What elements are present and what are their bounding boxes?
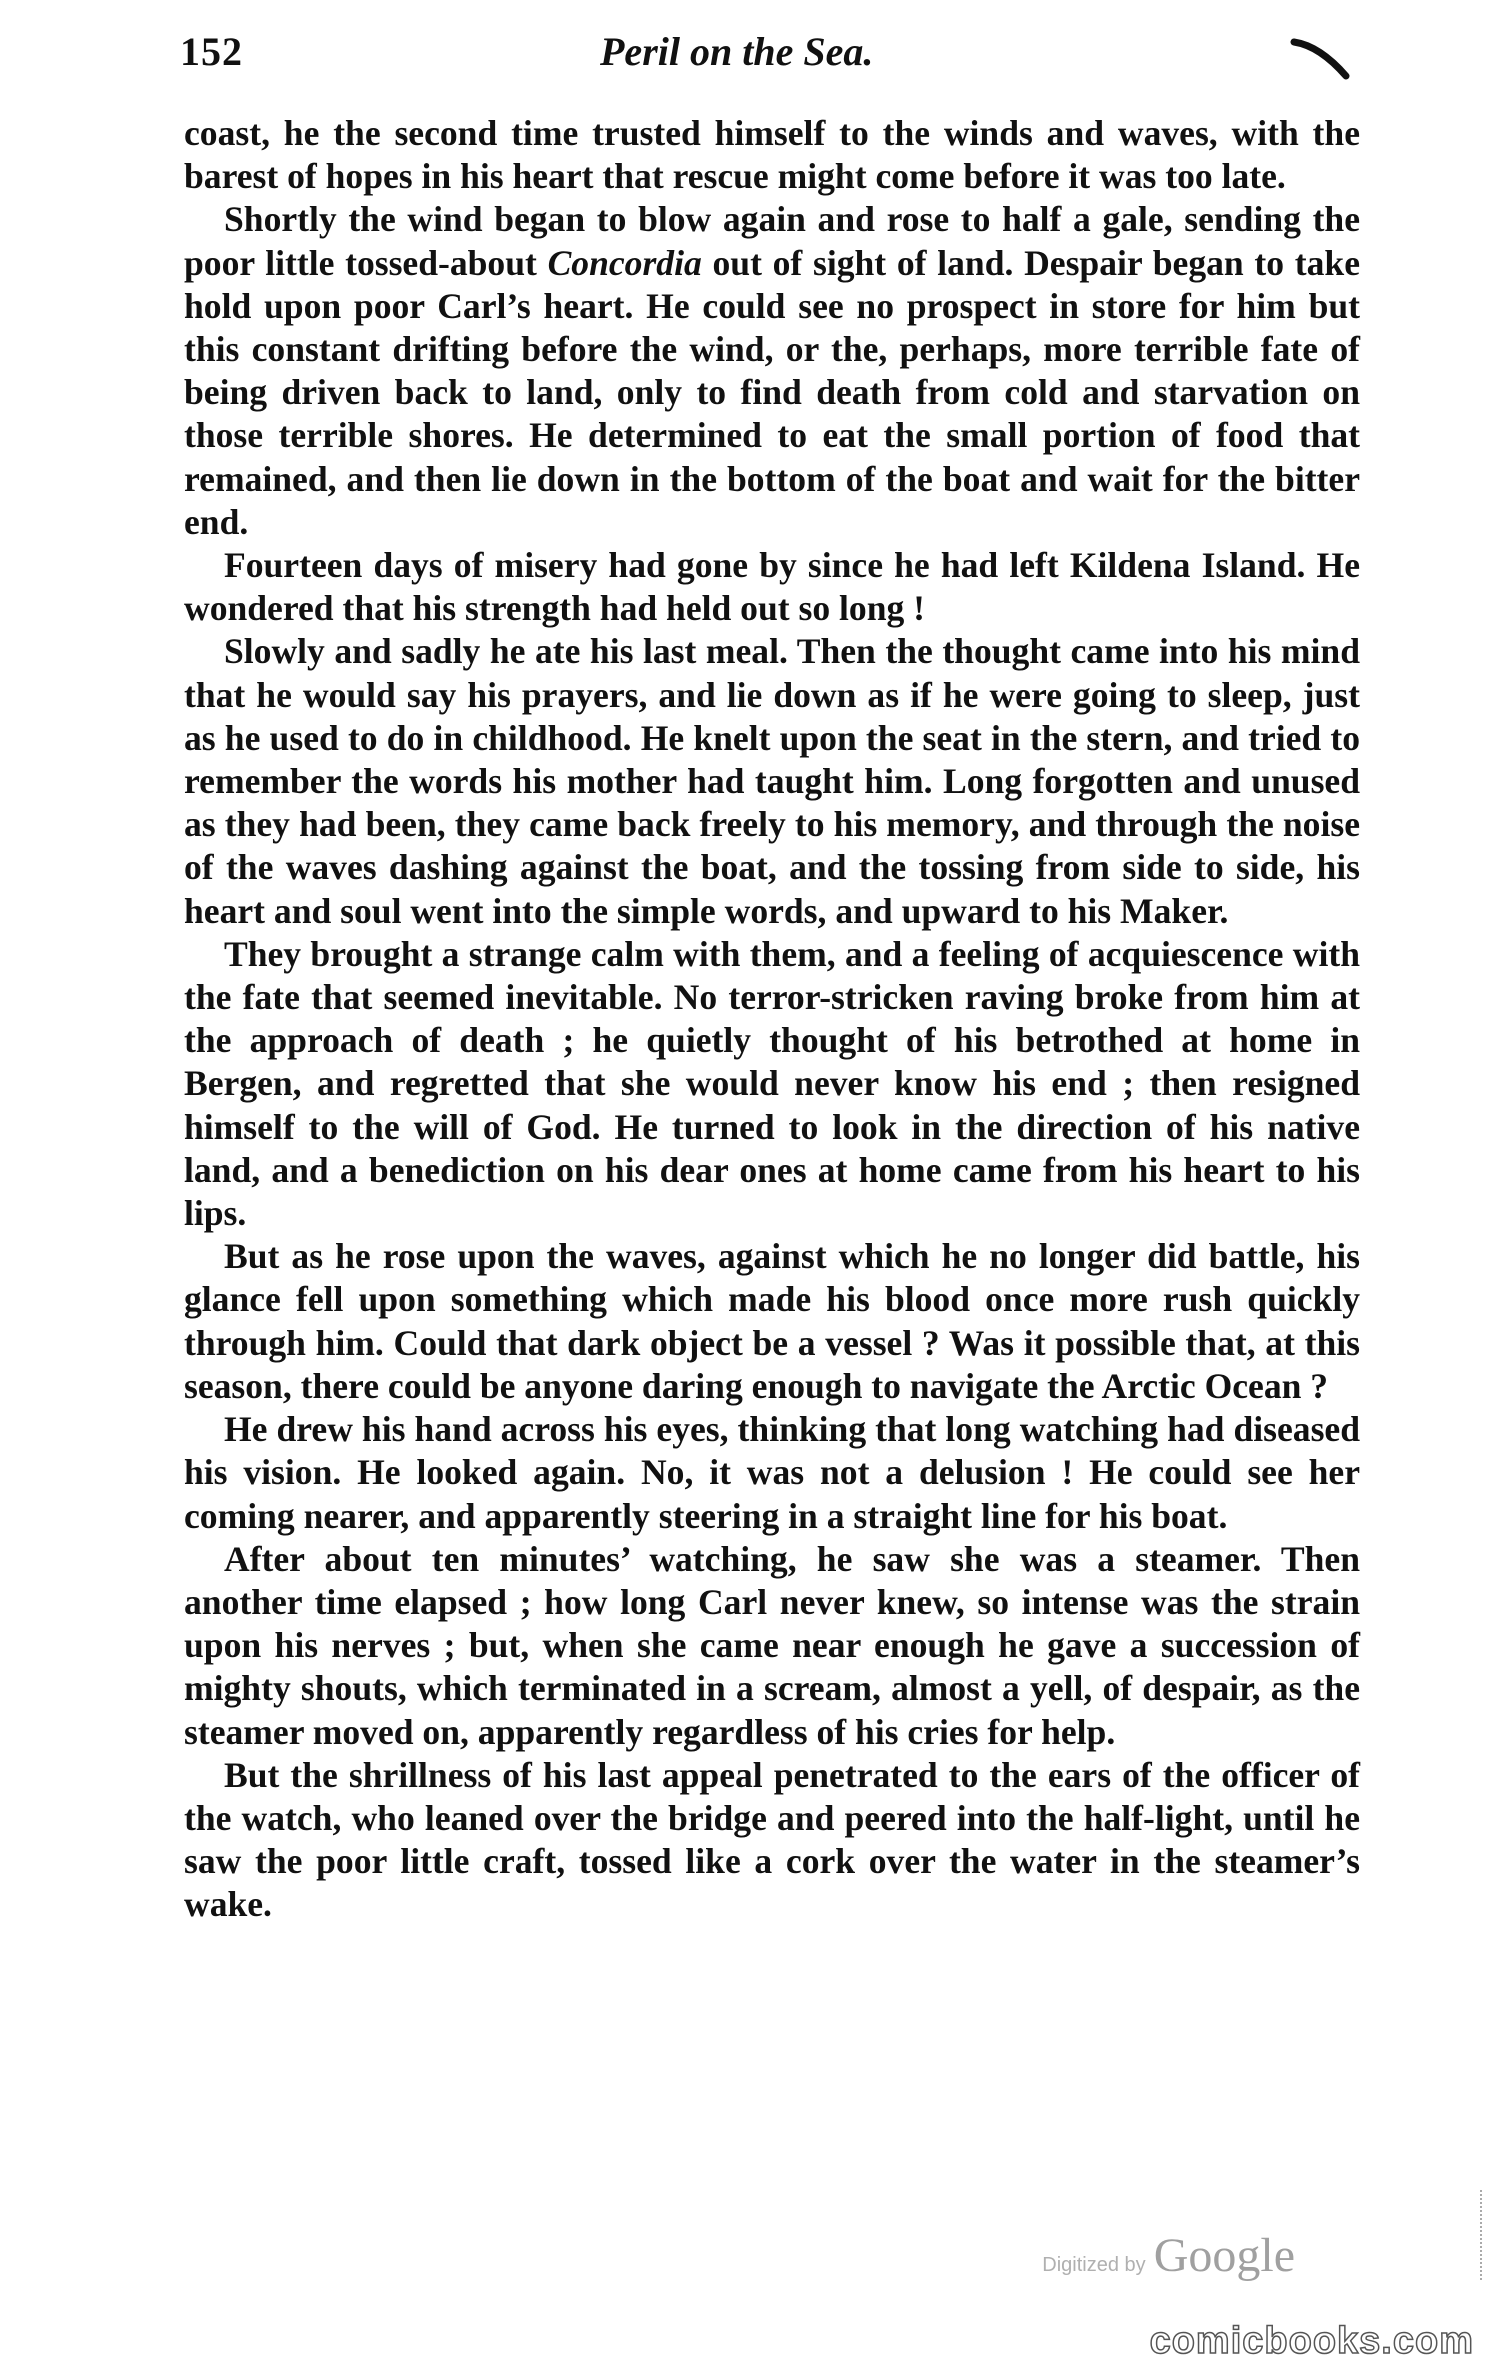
- running-head: [180, 28, 1360, 88]
- paragraph: coast, he the second time trusted himself to the winds and waves, with the barest of hopes in his heart that rescue might come before it was too late.: [184, 113, 1360, 197]
- paragraph: Fourteen days of misery had gone by since he had left Kildena Island. He wondered that his strength had held out so long !: [184, 545, 1360, 629]
- site-watermark[interactable]: comicbooks.com: [1149, 2320, 1474, 2362]
- google-logo: Google: [1153, 2229, 1295, 2282]
- page-corner-fold-icon: [1290, 36, 1350, 96]
- paragraph: But as he rose upon the waves, against which he no longer did battle, his glance fell upon something which made his blood once more rush quickly through him. Could that dark object be a vessel ? Was it possible that, at this season, there could be anyone daring enough to navigate the Arctic Ocean ?: [184, 1236, 1360, 1406]
- page-number: 152: [180, 29, 243, 74]
- digitized-by-google: [1042, 2228, 1295, 2288]
- digitized-by-label: Digitized by: [1042, 2254, 1146, 2276]
- paragraph: But the shrillness of his last appeal penetrated to the ears of the officer of the watch, who leaned over the bridge and peered into the half-light, until he saw the poor little craft, tossed like a cork over the water in the steamer’s wake.: [184, 1754, 1360, 1925]
- paragraph: Slowly and sadly he ate his last meal. Then the thought came into his mind that he would say his prayers, and lie down as if he were going to sleep, just as he used to do in childhood. He knelt upon the seat in the stern, and tried to remember the words his mother had taught him. Long forgotten and unused as they had been, they came back freely to his memory, and through the noise of the waves dashing against the boat, and the tossing from side to side, his heart and soul went into the simple words, and upward to his Maker.: [184, 631, 1360, 931]
- paragraph-text-after-ship-name: out of sight of land. Despair began to take hold upon poor Carl’s heart. He could see no prospect in store for him but this constant drifting before the wind, or the, perhaps, more terrible fate of being driven back to land, only to find death from cold and starvation on those terrible shores. He determined to eat the small portion of food that remained, and then lie down in the bottom of the boat and wait for the bitter end.: [184, 242, 1361, 542]
- paragraph: After about ten minutes’ watching, he saw she was a steamer. Then another time elapsed ; how long Carl never knew, so intense was the strain upon his nerves ; but, when she came near enough he gave a succession of mighty shouts, which terminated in a scream, almost a yell, of despair, as the steamer moved on, apparently regardless of his cries for help.: [184, 1538, 1360, 1752]
- paragraph: [184, 198, 1360, 544]
- ship-name: Concordia: [547, 242, 702, 283]
- running-title: Peril on the Sea.: [600, 29, 874, 74]
- body-text: [184, 112, 1360, 1927]
- paragraph-text-before-ship-name: Shortly the wind began to blow again and rose to half a gale, sending the poor little tossed-about: [184, 199, 1360, 283]
- paragraph: He drew his hand across his eyes, thinking that long watching had diseased his vision. He looked again. No, it was not a delusion ! He could see her coming nearer, and apparently steering in a straight line for his boat.: [184, 1409, 1360, 1536]
- paragraph: They brought a strange calm with them, and a feeling of acquiescence with the fate that seemed inevitable. No terror-stricken raving broke from him at the approach of death ; he quietly thought of his betrothed at home in Bergen, and regretted that she would never know his end ; then resigned himself to the will of God. He turned to look in the direction of his native land, and a benediction on his dear ones at home came from his heart to his lips.: [184, 933, 1360, 1234]
- page-edge-artifact: [1480, 2190, 1486, 2280]
